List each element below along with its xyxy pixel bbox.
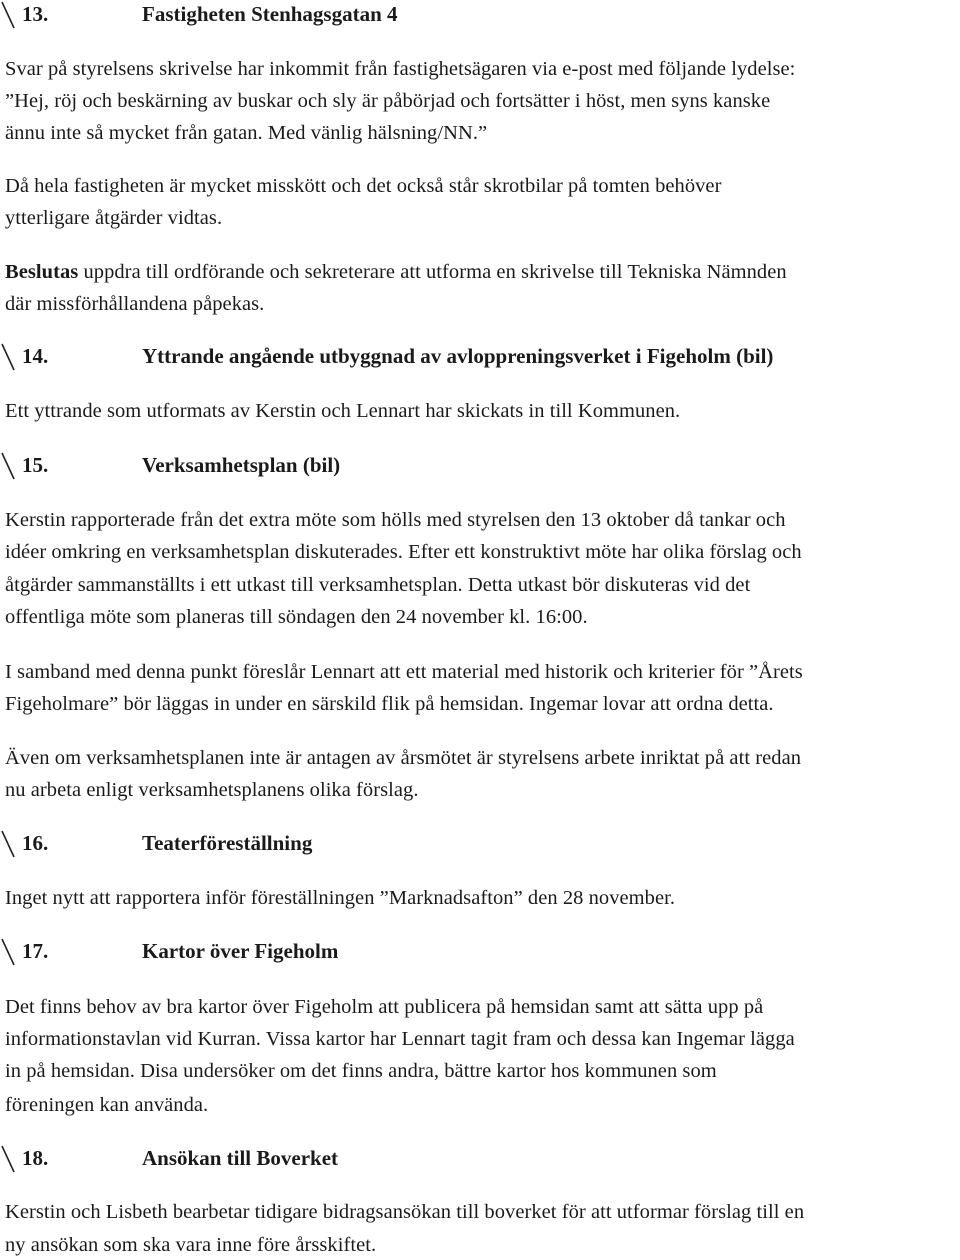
paragraph-line: Ett yttrande som utformats av Kerstin och Lennart har skickats in till Kommunen. bbox=[5, 400, 681, 422]
section-mark-icon bbox=[0, 829, 18, 859]
decision-label: Beslutas bbox=[5, 261, 79, 283]
section-title: Teaterföreställning bbox=[142, 831, 313, 855]
paragraph-line: Kerstin och Lisbeth bearbetar tidigare bidragsansökan till boverket för att utformar förslag till en bbox=[5, 1201, 805, 1223]
decision-line bbox=[5, 260, 787, 284]
section-mark-icon bbox=[0, 342, 18, 372]
section-mark-icon bbox=[0, 0, 18, 30]
decision-text: uppdra till ordförande och sekreterare att utforma en skrivelse till Tekniska Nämnden bbox=[78, 261, 787, 283]
paragraph-line: I samband med denna punkt föreslår Lennart att ett material med historik och kriterier för ”Årets bbox=[5, 661, 803, 683]
section-mark-icon bbox=[0, 937, 18, 967]
section-heading-18 bbox=[0, 1144, 960, 1174]
paragraph-line: Det finns behov av bra kartor över Figeholm att publicera på hemsidan samt att sätta upp på bbox=[5, 996, 764, 1018]
section-number: 13. bbox=[22, 2, 49, 26]
section-mark-icon bbox=[0, 451, 18, 481]
paragraph-line: Även om verksamhetsplanen inte är antagen av årsmötet är styrelsens arbete inriktat på att redan bbox=[5, 747, 802, 769]
paragraph-line: nu arbeta enligt verksamhetsplanens olika förslag. bbox=[5, 779, 419, 801]
paragraph-line: ännu inte så mycket från gatan. Med vänlig hälsning/NN.” bbox=[5, 122, 488, 144]
decision-line: där missförhållandena påpekas. bbox=[5, 293, 265, 315]
section-heading-16 bbox=[0, 829, 960, 859]
paragraph-line: Kerstin rapporterade från det extra möte som hölls med styrelsen den 13 oktober då tankar och bbox=[5, 509, 786, 531]
section-heading-14 bbox=[0, 342, 960, 372]
section-heading-17 bbox=[0, 937, 960, 967]
paragraph-line: in på hemsidan. Disa undersöker om det finns andra, bättre kartor hos kommunen som bbox=[5, 1060, 717, 1082]
section-title: Fastigheten Stenhagsgatan 4 bbox=[142, 2, 398, 26]
paragraph-line: Inget nytt att rapportera inför föreställningen ”Marknadsafton” den 28 november. bbox=[5, 887, 676, 909]
section-number: 16. bbox=[22, 831, 49, 855]
paragraph-line: idéer omkring en verksamhetsplan diskuterades. Efter ett konstruktivt möte har olika förslag och bbox=[5, 541, 802, 563]
section-title: Verksamhetsplan (bil) bbox=[142, 453, 341, 477]
section-title: Kartor över Figeholm bbox=[142, 939, 339, 963]
section-number: 15. bbox=[22, 453, 49, 477]
section-number: 17. bbox=[22, 939, 49, 963]
section-number: 14. bbox=[22, 344, 49, 368]
paragraph-line: Svar på styrelsens skrivelse har inkommit från fastighetsägaren via e-post med följande lydelse: bbox=[5, 58, 796, 80]
paragraph-line: ytterligare åtgärder vidtas. bbox=[5, 207, 223, 229]
paragraph-line: ”Hej, röj och beskärning av buskar och sly är påbörjad och fortsätter i höst, men syns kanske bbox=[5, 90, 771, 112]
paragraph-line: åtgärder sammanställts i ett utkast till verksamhetsplan. Detta utkast bör diskuteras vid det bbox=[5, 574, 751, 596]
paragraph-line: offentliga möte som planeras till söndagen den 24 november kl. 16:00. bbox=[5, 606, 588, 628]
section-heading-15 bbox=[0, 451, 960, 481]
paragraph-line: informationstavlan vid Kurran. Vissa kartor har Lennart tagit fram och dessa kan Ingemar lägga bbox=[5, 1028, 795, 1050]
section-mark-icon bbox=[0, 1144, 18, 1174]
paragraph-line: föreningen kan använda. bbox=[5, 1094, 209, 1116]
paragraph-line: Då hela fastigheten är mycket misskött och det också står skrotbilar på tomten behöver bbox=[5, 175, 722, 197]
section-heading-13 bbox=[0, 0, 960, 30]
paragraph-line: ny ansökan som ska vara inne före årsskiftet. bbox=[5, 1234, 377, 1256]
section-number: 18. bbox=[22, 1146, 49, 1170]
paragraph-line: Figeholmare” bör läggas in under en särskild flik på hemsidan. Ingemar lovar att ordna detta. bbox=[5, 693, 774, 715]
section-title: Ansökan till Boverket bbox=[142, 1146, 339, 1170]
section-title: Yttrande angående utbyggnad av avloppreningsverket i Figeholm (bil) bbox=[142, 344, 774, 368]
